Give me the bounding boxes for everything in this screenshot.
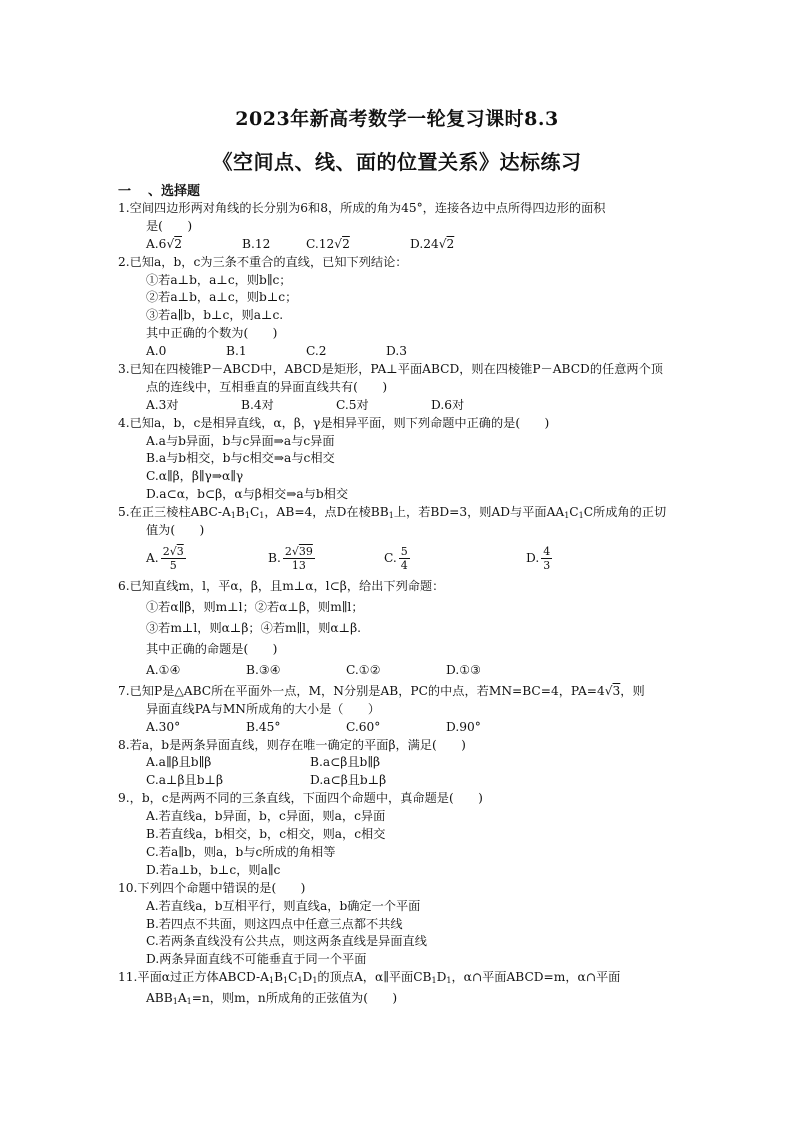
question-6-statements-2: ③若m⊥l，则α⊥β；④若m∥l，则α⊥β. [146, 620, 362, 635]
question-5-stem-cont: 值为( ) [146, 523, 205, 538]
option-c: C.α∥β，β∥γ⇒α∥γ [146, 469, 244, 484]
question-7-stem-cont: 异面直线PA与MN所成角的大小是（ ） [146, 701, 381, 716]
option-c: C.2 [306, 344, 327, 359]
option-b: B. $\frac{2√39}{13}$ [268, 545, 313, 573]
option-a: A.a与b异面，b与c异面⇒a与c异面 [146, 433, 335, 448]
option-b: B.a⊂β且b∥β [310, 755, 381, 770]
option-c: C.若两条直线没有公共点，则这两条直线是异面直线 [146, 934, 427, 949]
option-a: A.30° [146, 719, 181, 734]
question-6-statements-1: ①若α∥β，则m⊥l；②若α⊥β，则m∥l； [146, 599, 364, 614]
question-6-stem: 6.已知直线m，l，平α，β，且m⊥α，l⊂β，给出下列命题： [118, 578, 445, 593]
option-b: B.45° [246, 719, 281, 734]
question-7-options [118, 719, 698, 737]
option-b: B.4对 [241, 397, 274, 412]
option-c: C.①② [346, 662, 381, 677]
option-a: A.a∥β且b∥β [146, 755, 212, 770]
option-d: D. $\frac{4}{3}$ [526, 545, 551, 573]
question-11-stem-cont: $ABB_1A_1=n$，则m，n所成角的正弦值为( ) [146, 991, 398, 1007]
question-2-statement-2: ②若a⊥b，a⊥c，则b⊥c； [146, 290, 298, 305]
page-subtitle: 《空间点、线、面的位置关系》达标练习 [212, 150, 582, 174]
question-2-statement-1: ①若a⊥b，a⊥c，则b∥c； [146, 272, 292, 287]
option-d: D.a⊂β且b⊥β [310, 773, 387, 788]
option-a: A.3对 [146, 397, 179, 412]
question-2-statement-3: ③若a∥b，b⊥c，则a⊥c. [146, 308, 284, 323]
option-d: D.①③ [446, 662, 482, 677]
option-a: A. $\frac{2√3}{5}$ [146, 545, 184, 573]
option-c: C.a⊥β且b⊥β [146, 773, 224, 788]
option-a: A.6√2 [146, 236, 182, 251]
option-b: B.若四点不共面，则这四点中任意三点都不共线 [146, 916, 403, 931]
question-9-stem: 9.，b，c是两两不同的三条直线，下面四个命题中，真命题是( ) [118, 791, 483, 806]
option-c: C.5对 [336, 397, 369, 412]
option-b: B.③④ [246, 662, 281, 677]
question-3-options [118, 397, 698, 415]
question-1-stem: 1.空间四边形两对角线的长分别为6和8，所成的角为45°，连接各边中点所得四边形的面积 [118, 201, 606, 215]
option-b: B.若直线a，b相交，b，c相交，则a，c相交 [146, 827, 386, 842]
option-c: C. $\frac{5}{4}$ [384, 545, 408, 573]
question-list [118, 200, 698, 1008]
option-d: D.90° [446, 719, 481, 734]
option-d: D.两条异面直线不可能垂直于同一个平面 [146, 952, 367, 967]
option-d: D.3 [386, 344, 407, 359]
question-3-stem-cont: 点的连线中，互相垂直的异面直线共有( ) [146, 379, 388, 394]
option-b: B.a与b相交，b与c相交⇒a与c相交 [146, 451, 335, 466]
question-11-stem: 11.平面α过正方体ABCD-$A_1B_1C_1D_1$的顶点A，α∥平面$CB_1D_1$，α∩平面ABCD=m，α∩平面 [118, 970, 621, 986]
option-c: C.12√2 [306, 236, 350, 251]
question-2-stem: 2.已知a，b，c为三条不重合的直线，已知下列结论： [118, 254, 408, 269]
question-8-stem: 8.若a，b是两条异面直线，则存在唯一确定的平面β，满足( ) [118, 737, 466, 752]
option-a: A.①④ [146, 662, 181, 677]
question-1-options [118, 236, 698, 254]
option-d: D.a⊂α，b⊂β，α与β相交⇒a与b相交 [146, 487, 349, 502]
option-b: B.12 [242, 236, 271, 251]
section-heading [118, 180, 200, 199]
section-number: 一 [118, 184, 132, 199]
question-2-options [118, 343, 698, 361]
question-7-stem: 7.已知P是△ABC所在平面外一点，M，N分别是AB，PC的中点，若MN=BC=4，PA=4√3，则 [118, 683, 645, 698]
section-label: 、选择题 [148, 184, 201, 199]
question-1-stem-cont: 是( ) [146, 218, 193, 233]
question-5-stem: 5.在正三棱柱ABC-$A_1B_1C_1$，AB=4，点D在棱$BB_1$上，若BD=3，则AD与平面$AA_1C_1C$所成角的正切 [118, 505, 667, 521]
question-4-stem: 4.已知a，b，c是相异直线，α，β，γ是相异平面，则下列命题中正确的是( ) [118, 415, 550, 430]
option-a: A.若直线a，b互相平行，则直线a，b确定一个平面 [146, 898, 421, 913]
question-10-stem: 10.下列四个命题中错误的是( ) [118, 880, 306, 895]
option-a: A.若直线a，b异面，b，c异面，则a，c异面 [146, 809, 386, 824]
question-8-options-ab [118, 754, 698, 772]
option-c: C.60° [346, 719, 381, 734]
option-d: D.若a⊥b，b⊥c，则a∥c [146, 862, 281, 877]
question-6-prompt: 其中正确的命题是( ) [146, 641, 278, 656]
option-d: D.6对 [431, 397, 465, 412]
question-2-prompt: 其中正确的个数为( ) [146, 326, 278, 341]
page-title: 2023年新高考数学一轮复习课时8.3 [235, 108, 559, 130]
question-3-stem: 3.已知在四棱锥P－ABCD中，ABCD是矩形，PA⊥平面ABCD，则在四棱锥P－ABCD的任意两个顶 [118, 362, 663, 377]
question-5-options [118, 540, 698, 578]
option-a: A.0 [146, 344, 167, 359]
option-c: C.若a∥b，则a，b与c所成的角相等 [146, 844, 336, 859]
option-d: D.24√2 [410, 236, 455, 251]
question-8-options-cd [118, 772, 698, 790]
question-6-options [118, 662, 698, 683]
option-b: B.1 [226, 344, 247, 359]
